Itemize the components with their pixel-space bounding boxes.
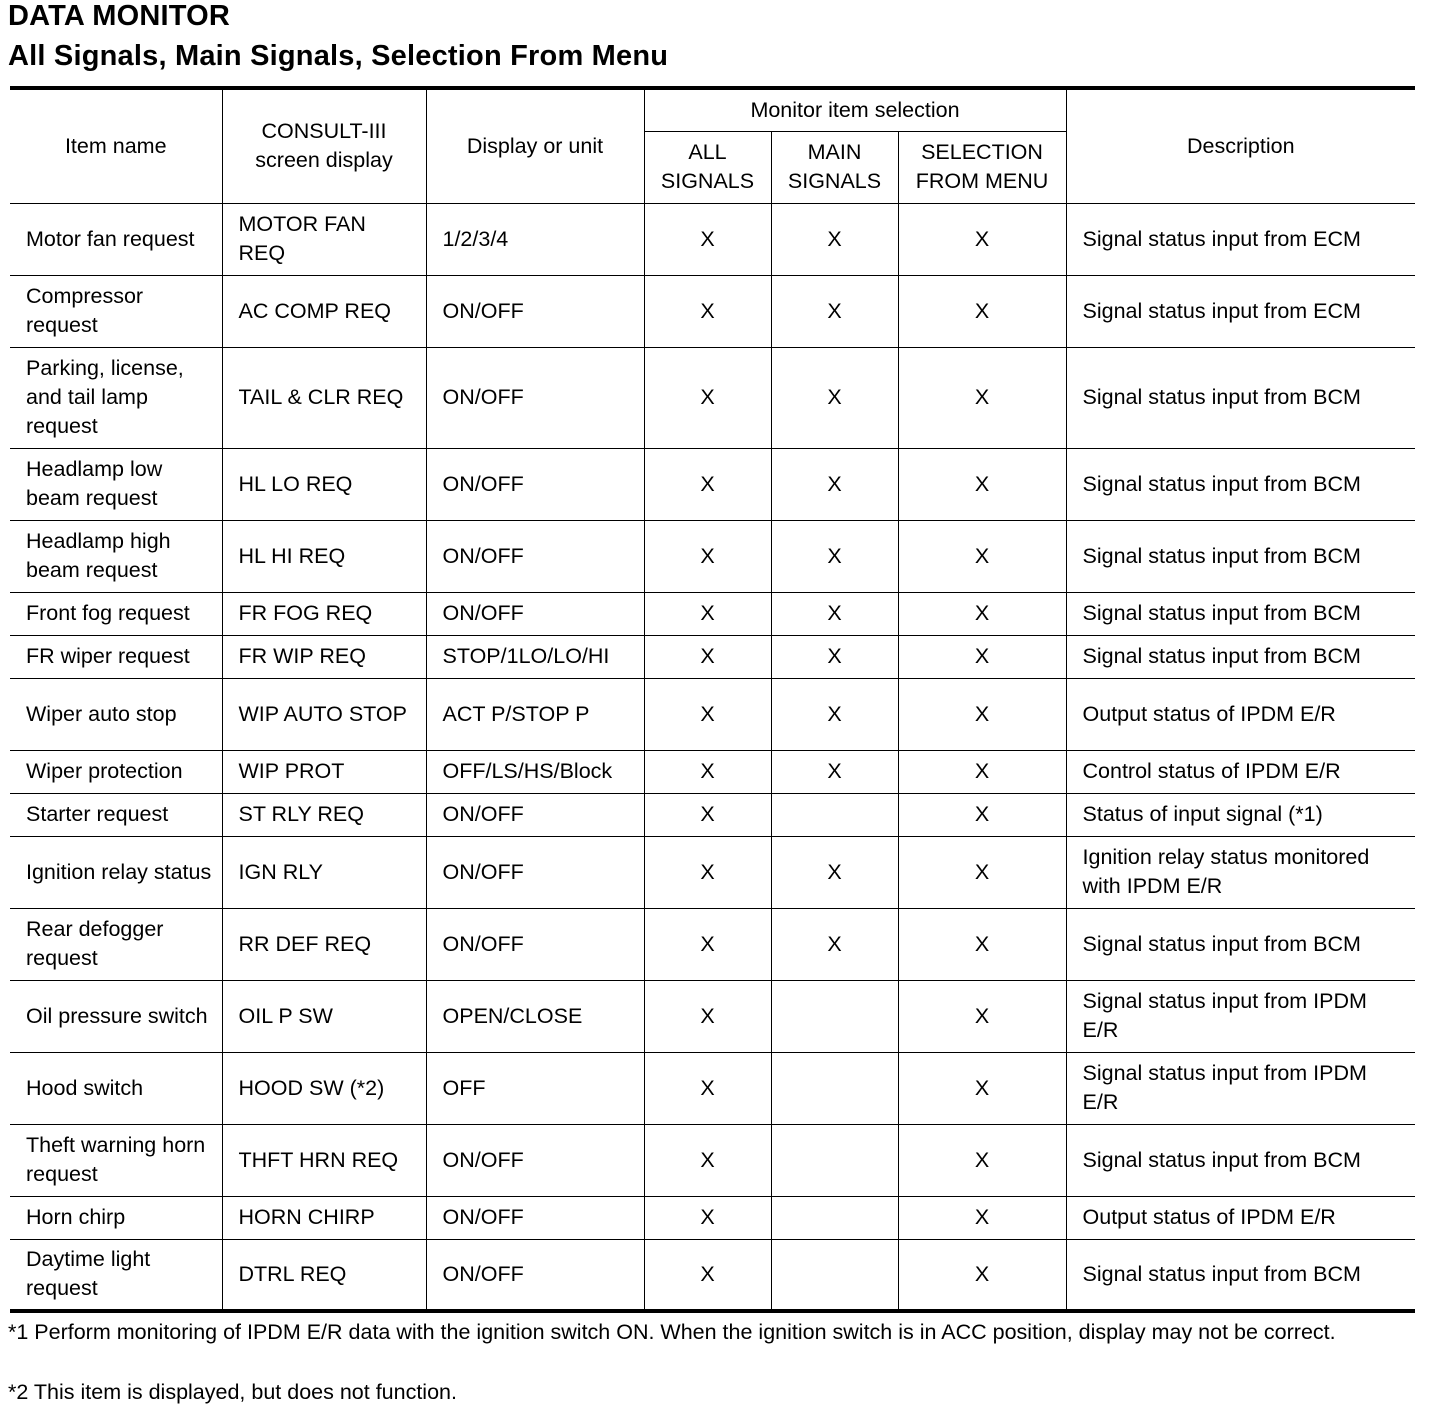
- cell-selection-from-menu: X: [898, 1196, 1066, 1239]
- cell-consult-display: TAIL & CLR REQ: [222, 347, 426, 448]
- cell-item-name: Ignition relay status: [10, 836, 222, 908]
- table-row: [10, 1239, 1415, 1311]
- cell-all-signals: X: [644, 908, 771, 980]
- cell-all-signals: X: [644, 448, 771, 520]
- cell-item-name: Headlamp high beam request: [10, 520, 222, 592]
- cell-selection-from-menu: X: [898, 980, 1066, 1052]
- cell-all-signals: X: [644, 1052, 771, 1124]
- header-monitor-item-selection: Monitor item selection: [644, 88, 1066, 131]
- cell-consult-display: OIL P SW: [222, 980, 426, 1052]
- cell-main-signals: [771, 1124, 898, 1196]
- cell-consult-display: HORN CHIRP: [222, 1196, 426, 1239]
- cell-selection-from-menu: X: [898, 275, 1066, 347]
- header-display-unit: Display or unit: [426, 88, 644, 203]
- cell-main-signals: X: [771, 750, 898, 793]
- cell-display-unit: ON/OFF: [426, 836, 644, 908]
- cell-display-unit: OPEN/CLOSE: [426, 980, 644, 1052]
- cell-all-signals: X: [644, 275, 771, 347]
- cell-display-unit: ON/OFF: [426, 793, 644, 836]
- cell-selection-from-menu: X: [898, 678, 1066, 750]
- cell-main-signals: X: [771, 908, 898, 980]
- cell-display-unit: ON/OFF: [426, 448, 644, 520]
- cell-consult-display: HL LO REQ: [222, 448, 426, 520]
- cell-main-signals: X: [771, 592, 898, 635]
- cell-consult-display: THFT HRN REQ: [222, 1124, 426, 1196]
- cell-consult-display: RR DEF REQ: [222, 908, 426, 980]
- cell-all-signals: X: [644, 750, 771, 793]
- cell-main-signals: [771, 1052, 898, 1124]
- cell-description: Signal status input from BCM: [1066, 1124, 1415, 1196]
- cell-selection-from-menu: X: [898, 203, 1066, 275]
- cell-all-signals: X: [644, 1239, 771, 1311]
- cell-consult-display: ST RLY REQ: [222, 793, 426, 836]
- cell-item-name: Starter request: [10, 793, 222, 836]
- cell-display-unit: 1/2/3/4: [426, 203, 644, 275]
- cell-main-signals: [771, 793, 898, 836]
- cell-main-signals: X: [771, 520, 898, 592]
- cell-selection-from-menu: X: [898, 520, 1066, 592]
- cell-consult-display: WIP PROT: [222, 750, 426, 793]
- table-row: [10, 448, 1415, 520]
- footnote-1: *1 Perform monitoring of IPDM E/R data with the ignition switch ON. When the ignition switch is in ACC position, display may not be correct.: [8, 1320, 1336, 1344]
- cell-description: Signal status input from BCM: [1066, 1239, 1415, 1311]
- cell-selection-from-menu: X: [898, 908, 1066, 980]
- cell-all-signals: X: [644, 520, 771, 592]
- cell-main-signals: X: [771, 836, 898, 908]
- cell-consult-display: AC COMP REQ: [222, 275, 426, 347]
- cell-display-unit: ON/OFF: [426, 592, 644, 635]
- table-row: [10, 980, 1415, 1052]
- cell-description: Signal status input from BCM: [1066, 635, 1415, 678]
- cell-consult-display: HL HI REQ: [222, 520, 426, 592]
- cell-display-unit: ON/OFF: [426, 908, 644, 980]
- cell-main-signals: [771, 1239, 898, 1311]
- cell-item-name: Compressor request: [10, 275, 222, 347]
- cell-consult-display: IGN RLY: [222, 836, 426, 908]
- cell-display-unit: OFF: [426, 1052, 644, 1124]
- cell-description: Status of input signal (*1): [1066, 793, 1415, 836]
- table-row: [10, 908, 1415, 980]
- data-monitor-table: [10, 86, 1415, 1313]
- cell-item-name: Hood switch: [10, 1052, 222, 1124]
- cell-selection-from-menu: X: [898, 750, 1066, 793]
- cell-all-signals: X: [644, 635, 771, 678]
- cell-item-name: Wiper auto stop: [10, 678, 222, 750]
- cell-main-signals: X: [771, 448, 898, 520]
- cell-main-signals: X: [771, 347, 898, 448]
- cell-item-name: Oil pressure switch: [10, 980, 222, 1052]
- cell-main-signals: X: [771, 203, 898, 275]
- table-row: [10, 750, 1415, 793]
- cell-item-name: Daytime light request: [10, 1239, 222, 1311]
- cell-item-name: Rear defogger request: [10, 908, 222, 980]
- cell-all-signals: X: [644, 203, 771, 275]
- table-body: [10, 203, 1415, 1311]
- header-selection-from-menu: SELECTION FROM MENU: [898, 131, 1066, 203]
- header-all-signals: ALL SIGNALS: [644, 131, 771, 203]
- cell-consult-display: HOOD SW (*2): [222, 1052, 426, 1124]
- table-row: [10, 520, 1415, 592]
- cell-consult-display: WIP AUTO STOP: [222, 678, 426, 750]
- header-description: Description: [1066, 88, 1415, 203]
- cell-item-name: FR wiper request: [10, 635, 222, 678]
- cell-description: Signal status input from BCM: [1066, 592, 1415, 635]
- table-row: [10, 678, 1415, 750]
- table-row: [10, 836, 1415, 908]
- cell-main-signals: [771, 980, 898, 1052]
- header-main-signals: MAIN SIGNALS: [771, 131, 898, 203]
- cell-description: Signal status input from BCM: [1066, 448, 1415, 520]
- table-row: [10, 1124, 1415, 1196]
- table-row: [10, 635, 1415, 678]
- cell-item-name: Front fog request: [10, 592, 222, 635]
- cell-description: Output status of IPDM E/R: [1066, 678, 1415, 750]
- cell-display-unit: STOP/1LO/LO/HI: [426, 635, 644, 678]
- table-row: [10, 347, 1415, 448]
- cell-display-unit: ACT P/STOP P: [426, 678, 644, 750]
- cell-consult-display: DTRL REQ: [222, 1239, 426, 1311]
- cell-description: Output status of IPDM E/R: [1066, 1196, 1415, 1239]
- cell-description: Signal status input from BCM: [1066, 347, 1415, 448]
- cell-all-signals: X: [644, 678, 771, 750]
- table-header: [10, 88, 1415, 203]
- cell-item-name: Headlamp low beam request: [10, 448, 222, 520]
- cell-display-unit: ON/OFF: [426, 1196, 644, 1239]
- cell-selection-from-menu: X: [898, 635, 1066, 678]
- cell-selection-from-menu: X: [898, 836, 1066, 908]
- table-row: [10, 203, 1415, 275]
- cell-description: Signal status input from BCM: [1066, 908, 1415, 980]
- cell-item-name: Parking, license, and tail lamp request: [10, 347, 222, 448]
- cell-all-signals: X: [644, 347, 771, 448]
- cell-selection-from-menu: X: [898, 1239, 1066, 1311]
- cell-description: Signal status input from BCM: [1066, 520, 1415, 592]
- header-consult-display: CONSULT-III screen display: [222, 88, 426, 203]
- header-item-name: Item name: [10, 88, 222, 203]
- cell-all-signals: X: [644, 592, 771, 635]
- cell-display-unit: OFF/LS/HS/Block: [426, 750, 644, 793]
- cell-main-signals: X: [771, 635, 898, 678]
- cell-selection-from-menu: X: [898, 1124, 1066, 1196]
- cell-selection-from-menu: X: [898, 592, 1066, 635]
- table-row: [10, 275, 1415, 347]
- cell-consult-display: FR WIP REQ: [222, 635, 426, 678]
- cell-description: Signal status input from IPDM E/R: [1066, 1052, 1415, 1124]
- table-row: [10, 592, 1415, 635]
- cell-all-signals: X: [644, 980, 771, 1052]
- cell-description: Signal status input from IPDM E/R: [1066, 980, 1415, 1052]
- footnote-2: *2 This item is displayed, but does not function.: [8, 1380, 457, 1404]
- cell-display-unit: ON/OFF: [426, 1124, 644, 1196]
- table-row: [10, 1196, 1415, 1239]
- cell-description: Signal status input from ECM: [1066, 275, 1415, 347]
- cell-all-signals: X: [644, 836, 771, 908]
- cell-display-unit: ON/OFF: [426, 275, 644, 347]
- cell-consult-display: MOTOR FAN REQ: [222, 203, 426, 275]
- cell-all-signals: X: [644, 1196, 771, 1239]
- cell-consult-display: FR FOG REQ: [222, 592, 426, 635]
- cell-description: Control status of IPDM E/R: [1066, 750, 1415, 793]
- cell-main-signals: [771, 1196, 898, 1239]
- cell-main-signals: X: [771, 275, 898, 347]
- page-subtitle: All Signals, Main Signals, Selection From Menu: [8, 40, 669, 72]
- cell-all-signals: X: [644, 1124, 771, 1196]
- cell-item-name: Theft warning horn request: [10, 1124, 222, 1196]
- cell-item-name: Horn chirp: [10, 1196, 222, 1239]
- cell-main-signals: X: [771, 678, 898, 750]
- table-row: [10, 793, 1415, 836]
- cell-selection-from-menu: X: [898, 347, 1066, 448]
- cell-display-unit: ON/OFF: [426, 347, 644, 448]
- cell-selection-from-menu: X: [898, 793, 1066, 836]
- table-row: [10, 1052, 1415, 1124]
- cell-selection-from-menu: X: [898, 448, 1066, 520]
- cell-item-name: Wiper protection: [10, 750, 222, 793]
- cell-selection-from-menu: X: [898, 1052, 1066, 1124]
- cell-description: Signal status input from ECM: [1066, 203, 1415, 275]
- cell-all-signals: X: [644, 793, 771, 836]
- page-title: DATA MONITOR: [8, 0, 231, 32]
- cell-description: Ignition relay status monitored with IPDM E/R: [1066, 836, 1415, 908]
- cell-display-unit: ON/OFF: [426, 1239, 644, 1311]
- cell-display-unit: ON/OFF: [426, 520, 644, 592]
- cell-item-name: Motor fan request: [10, 203, 222, 275]
